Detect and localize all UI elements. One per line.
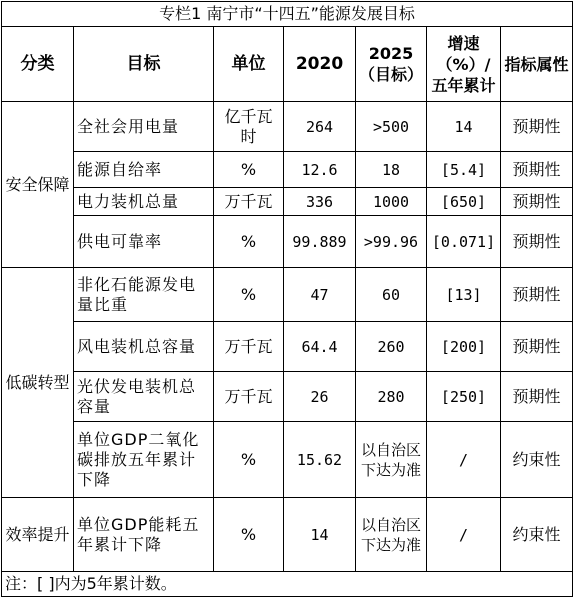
attribute-cell: 预期性: [501, 268, 573, 322]
value-2025-cell: 以自治区下达为准: [356, 498, 427, 572]
table-row: [2, 498, 573, 572]
value-2025-cell: 以自治区下达为准: [356, 422, 427, 498]
unit-cell: %: [214, 422, 284, 498]
attribute-cell: 预期性: [501, 216, 573, 268]
target-cell: 电力装机总量: [74, 188, 214, 216]
growth-cell: [13]: [427, 268, 501, 322]
unit-cell: %: [214, 268, 284, 322]
header-unit: 单位: [214, 27, 284, 102]
unit-cell: 万千瓦: [214, 188, 284, 216]
growth-cell: [0.071]: [427, 216, 501, 268]
growth-cell: /: [427, 498, 501, 572]
value-2025-cell: >500: [356, 102, 427, 152]
unit-cell: %: [214, 216, 284, 268]
growth-cell: [5.4]: [427, 152, 501, 188]
growth-cell: [250]: [427, 372, 501, 422]
table-row: [2, 372, 573, 422]
target-cell: 非化石能源发电量比重: [74, 268, 214, 322]
value-2020-cell: 26: [284, 372, 356, 422]
attribute-cell: 预期性: [501, 372, 573, 422]
attribute-cell: 预期性: [501, 322, 573, 372]
category-cell: 低碳转型: [2, 268, 74, 498]
target-cell: 光伏发电装机总容量: [74, 372, 214, 422]
value-2020-cell: 264: [284, 102, 356, 152]
target-cell: 能源自给率: [74, 152, 214, 188]
unit-cell: %: [214, 498, 284, 572]
value-2020-cell: 14: [284, 498, 356, 572]
value-2020-cell: 99.889: [284, 216, 356, 268]
attribute-cell: 预期性: [501, 152, 573, 188]
target-cell: 供电可靠率: [74, 216, 214, 268]
target-cell: 单位GDP能耗五年累计下降: [74, 498, 214, 572]
header-growth: 增速（%）/五年累计: [427, 27, 501, 102]
growth-cell: /: [427, 422, 501, 498]
table-row: [2, 216, 573, 268]
target-cell: 全社会用电量: [74, 102, 214, 152]
unit-cell: 万千瓦: [214, 322, 284, 372]
table-row: [2, 322, 573, 372]
table-row: [2, 268, 573, 322]
value-2020-cell: 47: [284, 268, 356, 322]
category-cell: 安全保障: [2, 102, 74, 268]
table-note: 注：[ ]内为5年累计数。: [2, 572, 573, 597]
header-attribute: 指标属性: [501, 27, 573, 102]
header-2020: 2020: [284, 27, 356, 102]
table-title: 专栏1 南宁市“十四五”能源发展目标: [2, 2, 573, 27]
category-cell: 效率提升: [2, 498, 74, 572]
header-target: 目标: [74, 27, 214, 102]
value-2020-cell: 15.62: [284, 422, 356, 498]
growth-cell: [200]: [427, 322, 501, 372]
target-cell: 风电装机总容量: [74, 322, 214, 372]
attribute-cell: 预期性: [501, 102, 573, 152]
target-cell: 单位GDP二氧化碳排放五年累计下降: [74, 422, 214, 498]
value-2020-cell: 64.4: [284, 322, 356, 372]
table-row: [2, 422, 573, 498]
attribute-cell: 约束性: [501, 498, 573, 572]
table-row: [2, 102, 573, 152]
energy-targets-table: [1, 1, 573, 597]
attribute-cell: 约束性: [501, 422, 573, 498]
growth-cell: [650]: [427, 188, 501, 216]
attribute-cell: 预期性: [501, 188, 573, 216]
value-2025-cell: 18: [356, 152, 427, 188]
table-row: [2, 188, 573, 216]
unit-cell: %: [214, 152, 284, 188]
value-2025-cell: 60: [356, 268, 427, 322]
value-2020-cell: 12.6: [284, 152, 356, 188]
table-row: [2, 152, 573, 188]
value-2025-cell: >99.96: [356, 216, 427, 268]
growth-cell: 14: [427, 102, 501, 152]
header-category: 分类: [2, 27, 74, 102]
value-2025-cell: 280: [356, 372, 427, 422]
unit-cell: 万千瓦: [214, 372, 284, 422]
unit-cell: 亿千瓦时: [214, 102, 284, 152]
header-row: [2, 27, 573, 102]
value-2020-cell: 336: [284, 188, 356, 216]
value-2025-cell: 260: [356, 322, 427, 372]
header-2025: 2025（目标）: [356, 27, 427, 102]
value-2025-cell: 1000: [356, 188, 427, 216]
